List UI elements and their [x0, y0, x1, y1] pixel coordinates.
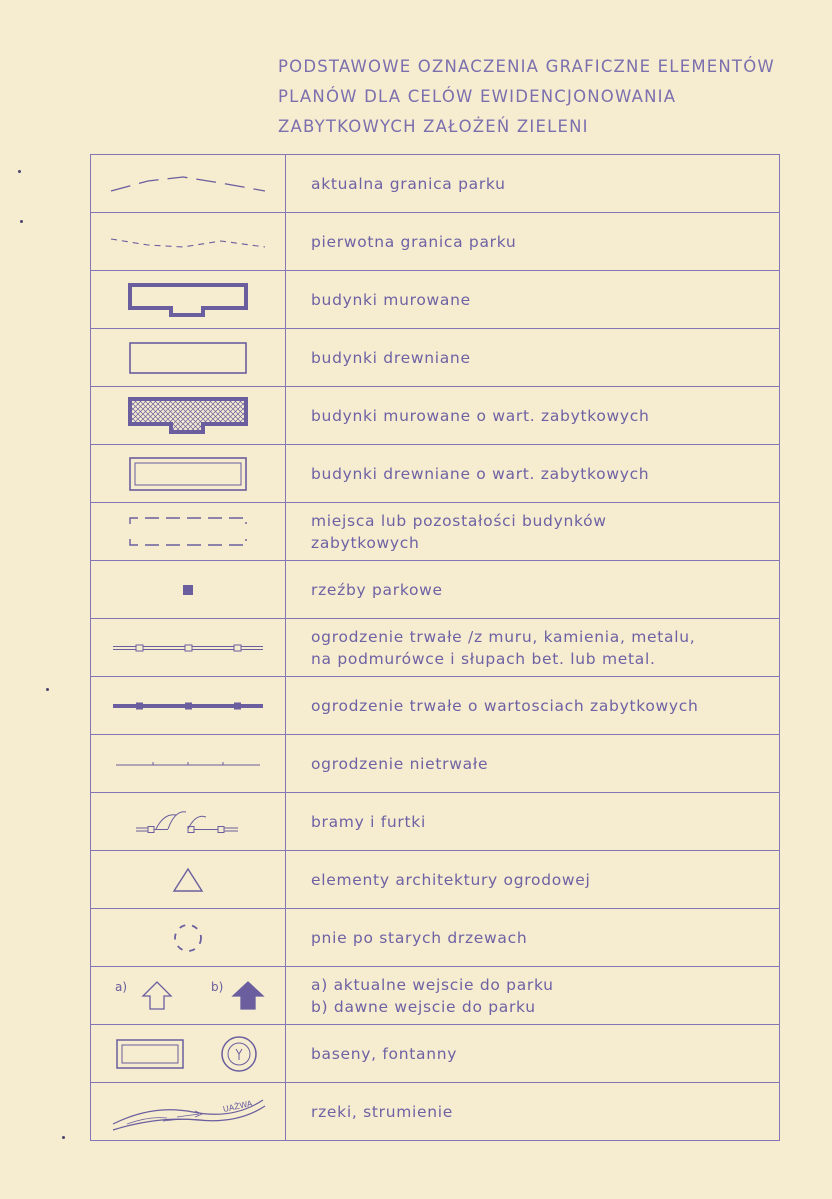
description-cell: [286, 735, 780, 793]
legend-row: [91, 735, 780, 793]
legend-row: [91, 909, 780, 967]
legend-row: [91, 387, 780, 445]
legend-row: [91, 329, 780, 387]
legend-row: [91, 677, 780, 735]
description-text: na podmurówce i słupach bet. lub metal.: [311, 649, 656, 668]
description-text: ogrodzenie trwałe o wartosciach zabytkowych: [311, 696, 699, 715]
description-text: ogrodzenie trwałe /z muru, kamienia, metalu,: [311, 627, 696, 646]
description-cell: [286, 155, 780, 213]
temporary-fence-icon: [108, 754, 268, 774]
description-text: b) dawne wejscie do parku: [311, 997, 536, 1016]
symbol-cell: [91, 271, 286, 329]
legend-row: [91, 503, 780, 561]
pool-fountain-icon: [103, 1032, 273, 1076]
masonry-building-icon: [123, 280, 253, 320]
title-line: PODSTAWOWE OZNACZENIA GRAFICZNE ELEMENTÓW: [278, 57, 775, 76]
description-text: rzeźby parkowe: [311, 580, 443, 599]
description-text: budynki murowane: [311, 290, 471, 309]
legend-row: [91, 561, 780, 619]
description-cell: [286, 271, 780, 329]
description-text: budynki drewniane: [311, 348, 471, 367]
description-cell: [286, 909, 780, 967]
description-text: baseny, fontanny: [311, 1044, 458, 1063]
historic-wooden-building-icon: [123, 454, 253, 494]
legend-row: [91, 851, 780, 909]
description-text: zabytkowych: [311, 533, 420, 552]
description-text: rzeki, strumienie: [311, 1102, 454, 1121]
description-cell: [286, 619, 780, 677]
description-cell: [286, 503, 780, 561]
legend-row: [91, 619, 780, 677]
description-cell: [286, 387, 780, 445]
description-cell: [286, 561, 780, 619]
current-boundary-dashed-line-icon: [103, 169, 273, 199]
historic-fence-icon: [108, 696, 268, 716]
building-remains-icon: [123, 512, 253, 552]
symbol-cell: [91, 793, 286, 851]
legend-row: [91, 793, 780, 851]
river-label: UAŻWA: [222, 1098, 254, 1114]
legend-table: [90, 154, 780, 1141]
symbol-cell: [91, 851, 286, 909]
permanent-fence-icon: [108, 638, 268, 658]
margin-mark: [62, 1136, 65, 1139]
stump-circle-icon: [168, 918, 208, 958]
sym-label-a: a): [115, 979, 128, 994]
symbol-cell: [91, 967, 286, 1025]
description-cell: [286, 793, 780, 851]
legend-row: [91, 1083, 780, 1141]
historic-masonry-building-icon: [123, 394, 253, 438]
symbol-cell: [91, 445, 286, 503]
triangle-icon: [170, 865, 206, 895]
legend-row: [91, 967, 780, 1025]
sym-label-b: b): [211, 979, 224, 994]
legend-row: [91, 445, 780, 503]
legend-row: [91, 271, 780, 329]
symbol-cell: [91, 213, 286, 271]
description-text: miejsca lub pozostałości budynków: [311, 511, 607, 530]
symbol-cell: [91, 155, 286, 213]
description-text: bramy i furtki: [311, 812, 426, 831]
description-text: elementy architektury ogrodowej: [311, 870, 591, 889]
description-cell: [286, 445, 780, 503]
description-text: ogrodzenie nietrwałe: [311, 754, 489, 773]
description-cell: [286, 1083, 780, 1141]
description-cell: [286, 851, 780, 909]
title-line: ZABYTKOWYCH ZAŁOŻEŃ ZIELENI: [278, 117, 589, 136]
legend-row: [91, 155, 780, 213]
description-cell: [286, 213, 780, 271]
description-text: pnie po starych drzewach: [311, 928, 528, 947]
entrance-arrows-icon: [103, 974, 273, 1018]
description-cell: [286, 329, 780, 387]
description-text: pierwotna granica parku: [311, 232, 517, 251]
original-boundary-dashed-line-icon: [103, 227, 273, 257]
gate-icon: [128, 805, 248, 839]
symbol-cell: [91, 329, 286, 387]
wooden-building-icon: [123, 338, 253, 378]
margin-mark: [18, 170, 21, 173]
symbol-cell: [91, 1083, 286, 1141]
river-icon: [103, 1090, 273, 1134]
description-text: budynki drewniane o wart. zabytkowych: [311, 464, 650, 483]
symbol-cell: [91, 503, 286, 561]
description-cell: [286, 1025, 780, 1083]
symbol-cell: [91, 735, 286, 793]
margin-mark: [20, 220, 23, 223]
description-cell: [286, 967, 780, 1025]
symbol-cell: [91, 677, 286, 735]
margin-mark: [46, 688, 49, 691]
description-text: a) aktualne wejscie do parku: [311, 975, 554, 994]
document-title: [278, 52, 818, 142]
sculpture-square-icon: [178, 580, 198, 600]
legend-row: [91, 213, 780, 271]
symbol-cell: [91, 1025, 286, 1083]
symbol-cell: [91, 387, 286, 445]
description-text: aktualna granica parku: [311, 174, 506, 193]
symbol-cell: [91, 909, 286, 967]
description-cell: [286, 677, 780, 735]
title-line: PLANÓW DLA CELÓW EWIDENCJONOWANIA: [278, 87, 677, 106]
symbol-cell: [91, 561, 286, 619]
legend-row: [91, 1025, 780, 1083]
description-text: budynki murowane o wart. zabytkowych: [311, 406, 650, 425]
symbol-cell: [91, 619, 286, 677]
